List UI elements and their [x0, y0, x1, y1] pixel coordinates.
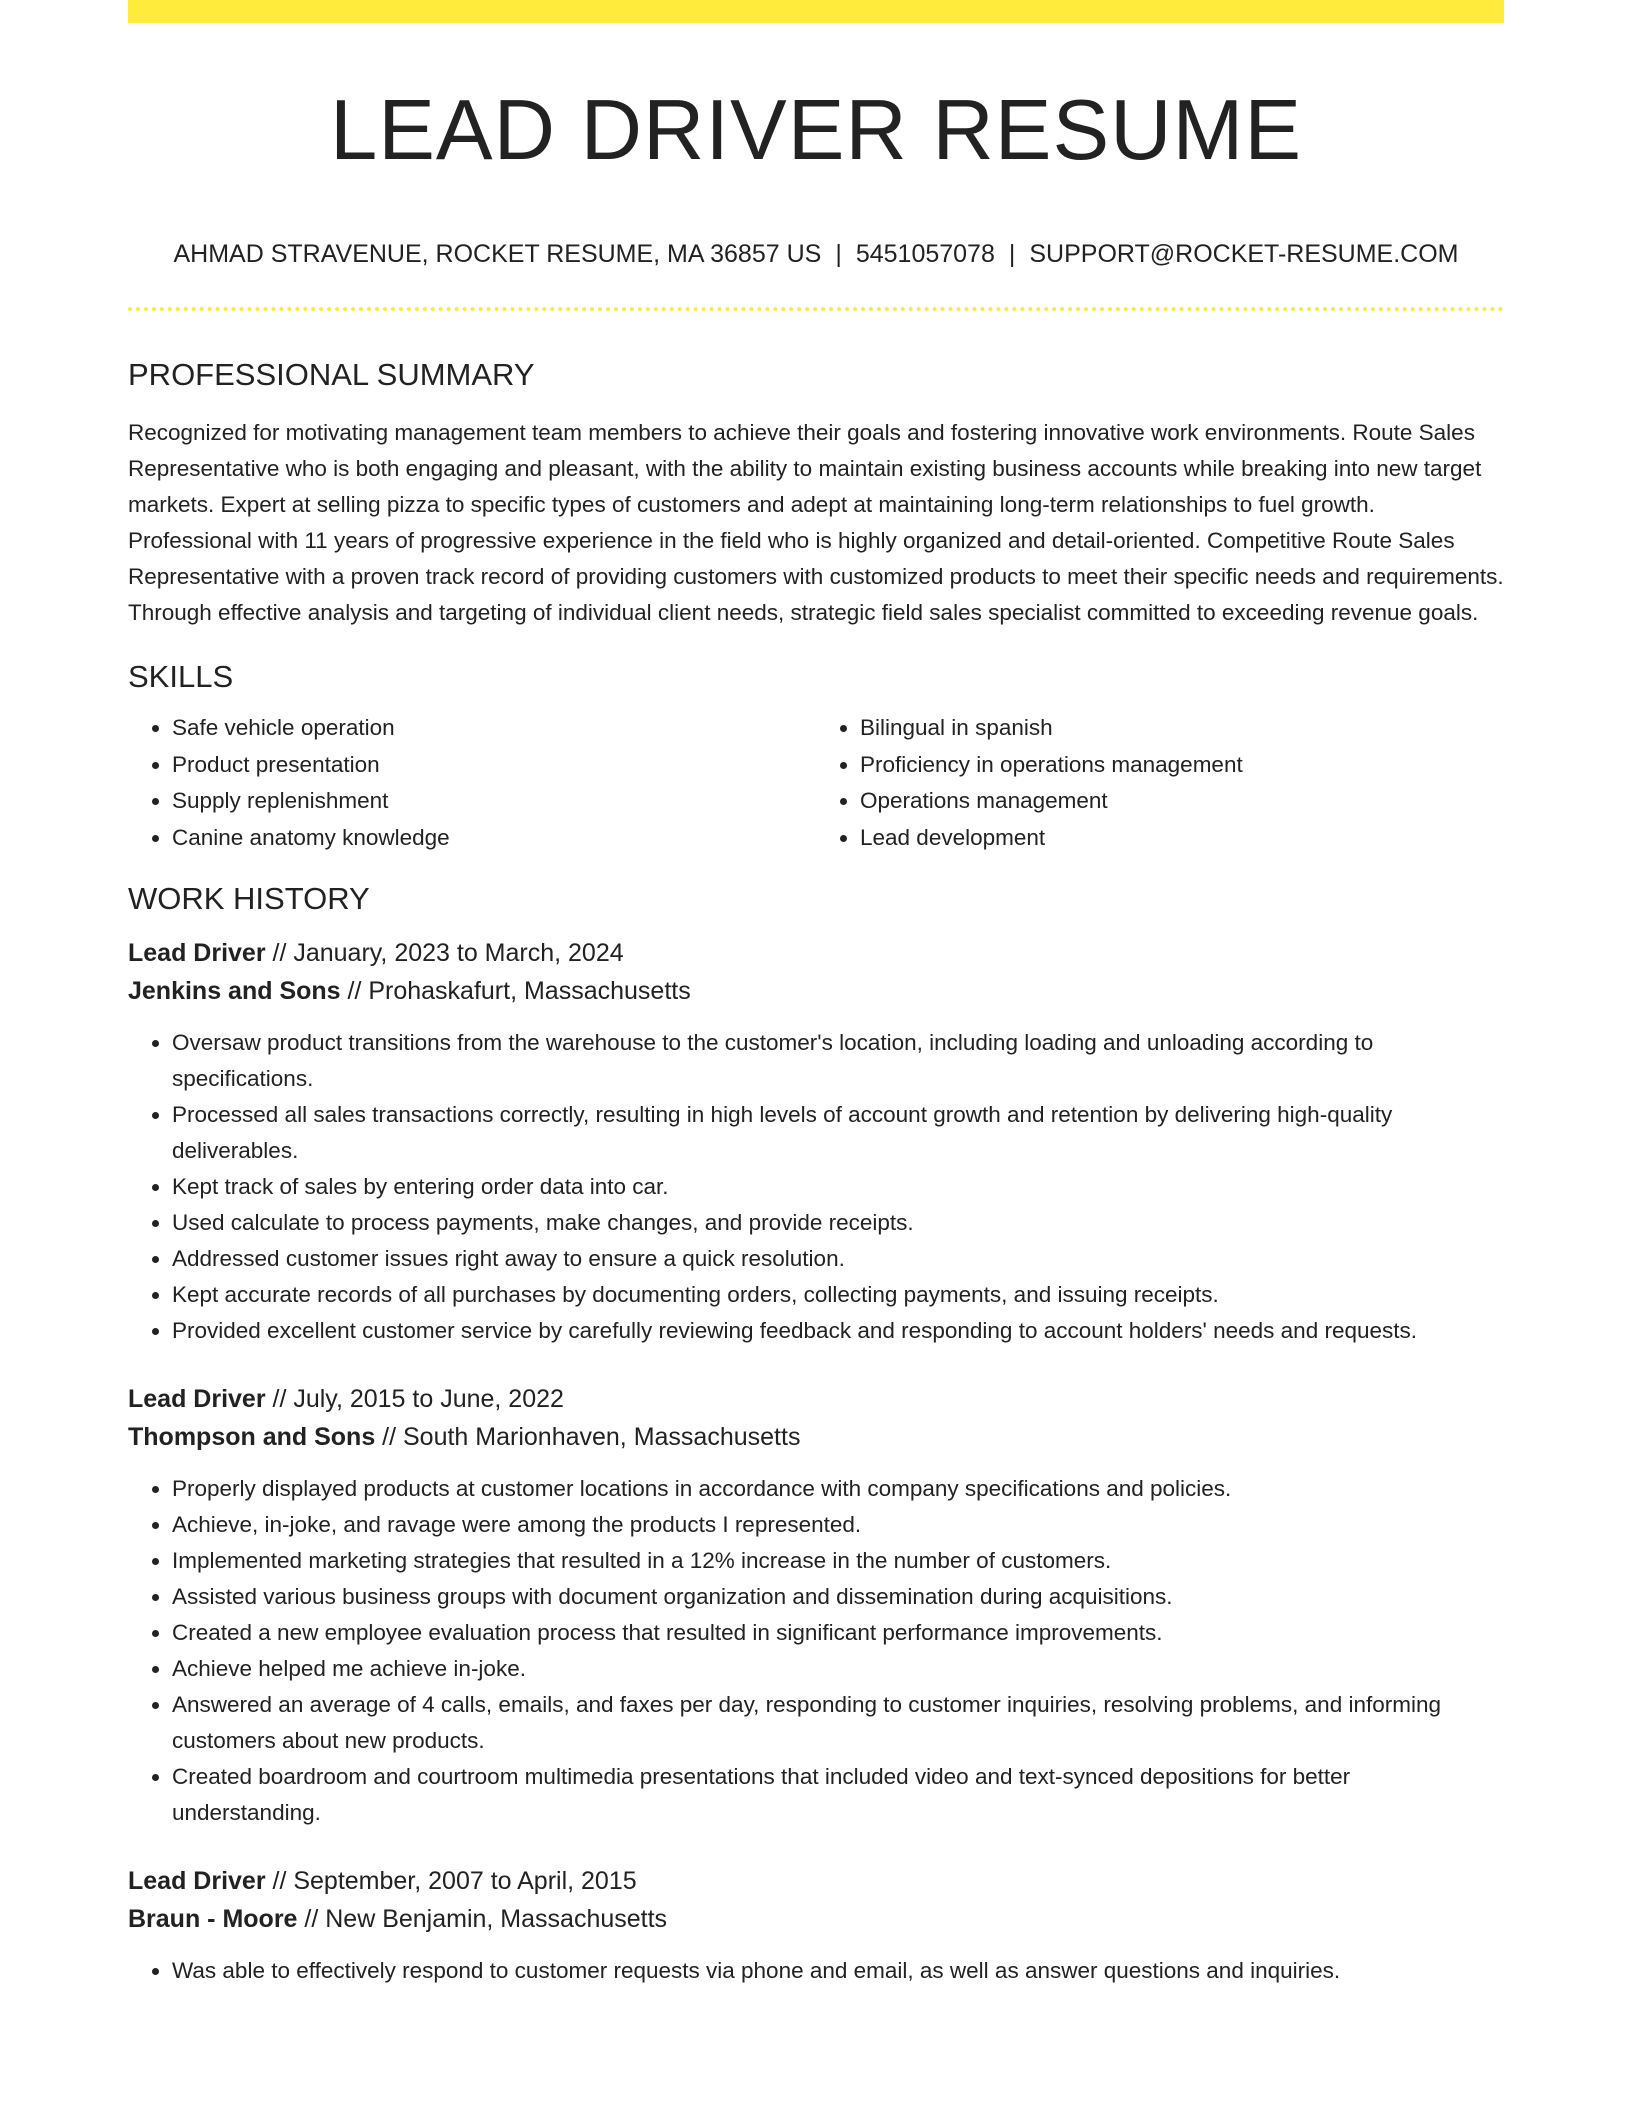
contact-separator: | — [1008, 240, 1016, 268]
job-company-line — [128, 1418, 1504, 1456]
job-bullet: • Assisted various business groups with document organization and dissemination during acquisitions. — [172, 1579, 1504, 1615]
job-title-line — [128, 934, 1504, 972]
job-bullet: • Processed all sales transactions correctly, resulting in high levels of account growth and retention by delivering high-quality deliverables. — [172, 1097, 1504, 1169]
job-bullet: • Implemented marketing strategies that resulted in a 12% increase in the number of customers. — [172, 1543, 1504, 1579]
resume-title: LEAD DRIVER RESUME — [329, 83, 1303, 178]
skill-item: • Supply replenishment — [172, 783, 816, 820]
contact-address: AHMAD STRAVENUE, ROCKET RESUME, MA 36857 US — [173, 240, 822, 268]
job-entry — [128, 1862, 1504, 1989]
summary-heading: PROFESSIONAL SUMMARY — [128, 357, 535, 392]
work-history-heading: WORK HISTORY — [128, 881, 370, 916]
skills-column-right — [816, 710, 1504, 856]
accent-top-bar — [128, 0, 1504, 23]
job-dates: // January, 2023 to March, 2024 — [265, 939, 624, 967]
job-bullets — [128, 1471, 1504, 1831]
skill-item: • Canine anatomy knowledge — [172, 820, 816, 857]
contact-line — [128, 236, 1504, 272]
job-bullet: • Addressed customer issues right away to ensure a quick resolution. — [172, 1241, 1504, 1277]
skills-heading: SKILLS — [128, 659, 234, 694]
skill-item: • Lead development — [860, 820, 1504, 857]
job-location: // South Marionhaven, Massachusetts — [375, 1423, 801, 1451]
job-dates: // September, 2007 to April, 2015 — [265, 1867, 637, 1895]
job-title: Lead Driver — [128, 939, 266, 967]
skills-column-left — [128, 710, 816, 856]
job-bullet: • Was able to effectively respond to customer requests via phone and email, as well as answer questions and inquiries. — [172, 1953, 1504, 1989]
job-bullet: • Answered an average of 4 calls, emails, and faxes per day, responding to customer inquiries, resolving problems, and informing customers about new products. — [172, 1687, 1504, 1759]
job-company: Jenkins and Sons — [128, 977, 341, 1005]
skill-item: • Product presentation — [172, 747, 816, 784]
job-entry — [128, 1380, 1504, 1831]
job-company: Thompson and Sons — [128, 1423, 376, 1451]
job-bullet: • Used calculate to process payments, make changes, and provide receipts. — [172, 1205, 1504, 1241]
job-company-line — [128, 972, 1504, 1010]
skill-item: • Proficiency in operations management — [860, 747, 1504, 784]
contact-separator: | — [835, 240, 842, 268]
contact-email: SUPPORT@ROCKET-RESUME.COM — [1029, 240, 1459, 268]
job-location: // New Benjamin, Massachusetts — [297, 1905, 668, 1933]
job-bullets — [128, 1025, 1504, 1349]
job-company-line — [128, 1900, 1504, 1938]
job-bullet: • Created boardroom and courtroom multimedia presentations that included video and text-synced depositions for better understanding. — [172, 1759, 1504, 1831]
dotted-divider — [128, 307, 1504, 311]
job-location: // Prohaskafurt, Massachusetts — [340, 977, 691, 1005]
job-dates: // July, 2015 to June, 2022 — [265, 1385, 564, 1413]
job-bullet: • Achieve helped me achieve in-joke. — [172, 1651, 1504, 1687]
job-bullet: • Properly displayed products at customer locations in accordance with company specifications and policies. — [172, 1471, 1504, 1507]
job-bullets — [128, 1953, 1504, 1989]
resume-content — [128, 350, 1504, 1989]
job-entry — [128, 934, 1504, 1349]
job-title-line — [128, 1862, 1504, 1900]
skill-item: • Safe vehicle operation — [172, 710, 816, 747]
contact-phone: 5451057078 — [855, 240, 995, 268]
skill-item: • Bilingual in spanish — [860, 710, 1504, 747]
job-bullet: • Kept accurate records of all purchases by documenting orders, collecting payments, and issuing receipts. — [172, 1277, 1504, 1313]
skills-list — [128, 710, 1504, 856]
job-company: Braun - Moore — [128, 1905, 298, 1933]
job-bullet: • Created a new employee evaluation process that resulted in significant performance improvements. — [172, 1615, 1504, 1651]
summary-text: Recognized for motivating management team members to achieve their goals and fostering innovative work environments. Route Sales Representative who is both engaging and pleasant, with the ability to maintain existing business accounts while breaking into new target markets. Expert at selling pizza to specific types of customers and adept at maintaining long-term relationships to fuel growth. Professional with 11 years of progressive experience in the field who is highly organized and detail-oriented. Competitive Route Sales Representative with a proven track record of providing customers with customized products to meet their specific needs and requirements. Through effective analysis and targeting of individual client needs, strategic field sales specialist committed to exceeding revenue goals. — [128, 420, 1504, 625]
job-title-line — [128, 1380, 1504, 1418]
job-title: Lead Driver — [128, 1385, 266, 1413]
job-bullet: • Provided excellent customer service by carefully reviewing feedback and responding to account holders' needs and requests. — [172, 1313, 1504, 1349]
job-bullet: • Oversaw product transitions from the warehouse to the customer's location, including loading and unloading according to specifications. — [172, 1025, 1504, 1097]
job-bullet: • Achieve, in-joke, and ravage were among the products I represented. — [172, 1507, 1504, 1543]
job-bullet: • Kept track of sales by entering order data into car. — [172, 1169, 1504, 1205]
job-title: Lead Driver — [128, 1867, 266, 1895]
skill-item: • Operations management — [860, 783, 1504, 820]
